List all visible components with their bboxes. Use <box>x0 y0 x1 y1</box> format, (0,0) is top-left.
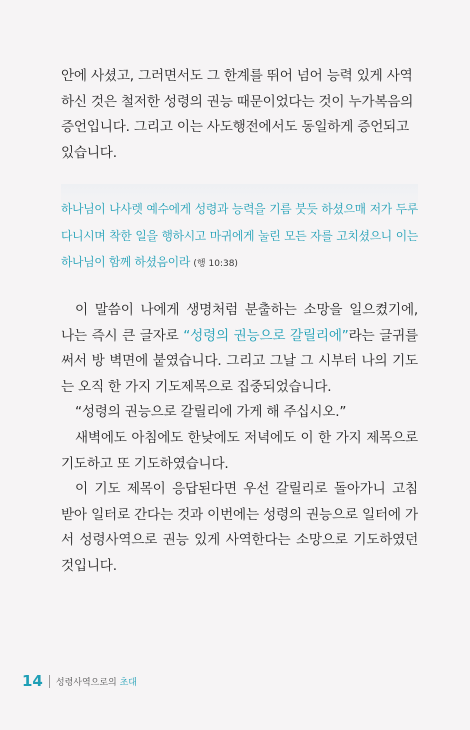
footer-divider <box>49 675 50 688</box>
paragraph-prayer-routine: 새벽에도 아침에도 한낮에도 저녁에도 이 한 가지 제목으로 기도하고 또 기도하였습니다. <box>61 429 418 472</box>
paragraph-intro-line: 있습니다. <box>61 144 117 161</box>
paragraph-intro-line: 하신 것은 철저한 성령의 권능 때문이었다는 것이 누가복음의 <box>61 93 414 110</box>
paragraph-intro-line: 안에 사셨고, 그러면서도 그 한계를 뛰어 넘어 능력 있게 사역 <box>61 68 413 84</box>
running-title-main: 성령사역으로의 <box>55 677 120 688</box>
highlight-phrase: “성령의 권능으로 갈릴리에” <box>183 327 349 344</box>
page-footer <box>22 672 137 690</box>
paragraph-intro <box>61 64 418 166</box>
paragraph-prayer-meaning: 이 기도 제목이 응답된다면 우선 갈릴리로 돌아가니 고침 받아 일터로 간다는 것과 이번에는 성령의 권능으로 일터에 가서 성령사역으로 권능 있게 사역한다는 소망으로 기도하였던 것입니다. <box>61 481 418 574</box>
scripture-quote-text: 하나님이 나사렛 예수에게 성령과 능력을 기름 붓듯 하셨으매 저가 두루 다니시며 착한 일을 행하시고 마귀에게 눌린 모든 자를 고치셨으니 이는 하나님이 함께 하셨음이라 <box>61 202 418 269</box>
scripture-quote-body <box>61 196 418 278</box>
page-number: 14 <box>22 672 43 690</box>
scripture-reference: (행 10:38) <box>193 259 238 269</box>
paragraph-hope <box>61 298 418 400</box>
running-title <box>56 675 137 688</box>
running-title-accent: 초대 <box>119 677 137 688</box>
paragraph-hope-pre: 이 말씀이 나에게 생명처럼 분출하는 소망을 일으켰기에, 나는 즉시 큰 글자로 <box>61 302 418 344</box>
body-paragraphs <box>61 298 418 580</box>
scripture-quote <box>61 184 418 278</box>
paragraph-prayer-quote: “성령의 권능으로 갈릴리에 가게 해 주십시오.” <box>75 404 347 421</box>
paragraph-hope-post: 라는 글귀를 써서 방 벽면에 붙였습니다. 그리고 그날 그 시부터 나의 기도는 오직 한 가지 기도제목으로 집중되었습니다. <box>61 327 418 395</box>
paragraph-intro-line: 증언입니다. 그리고 이는 사도행전에서도 동일하게 증언되고 <box>61 119 410 136</box>
